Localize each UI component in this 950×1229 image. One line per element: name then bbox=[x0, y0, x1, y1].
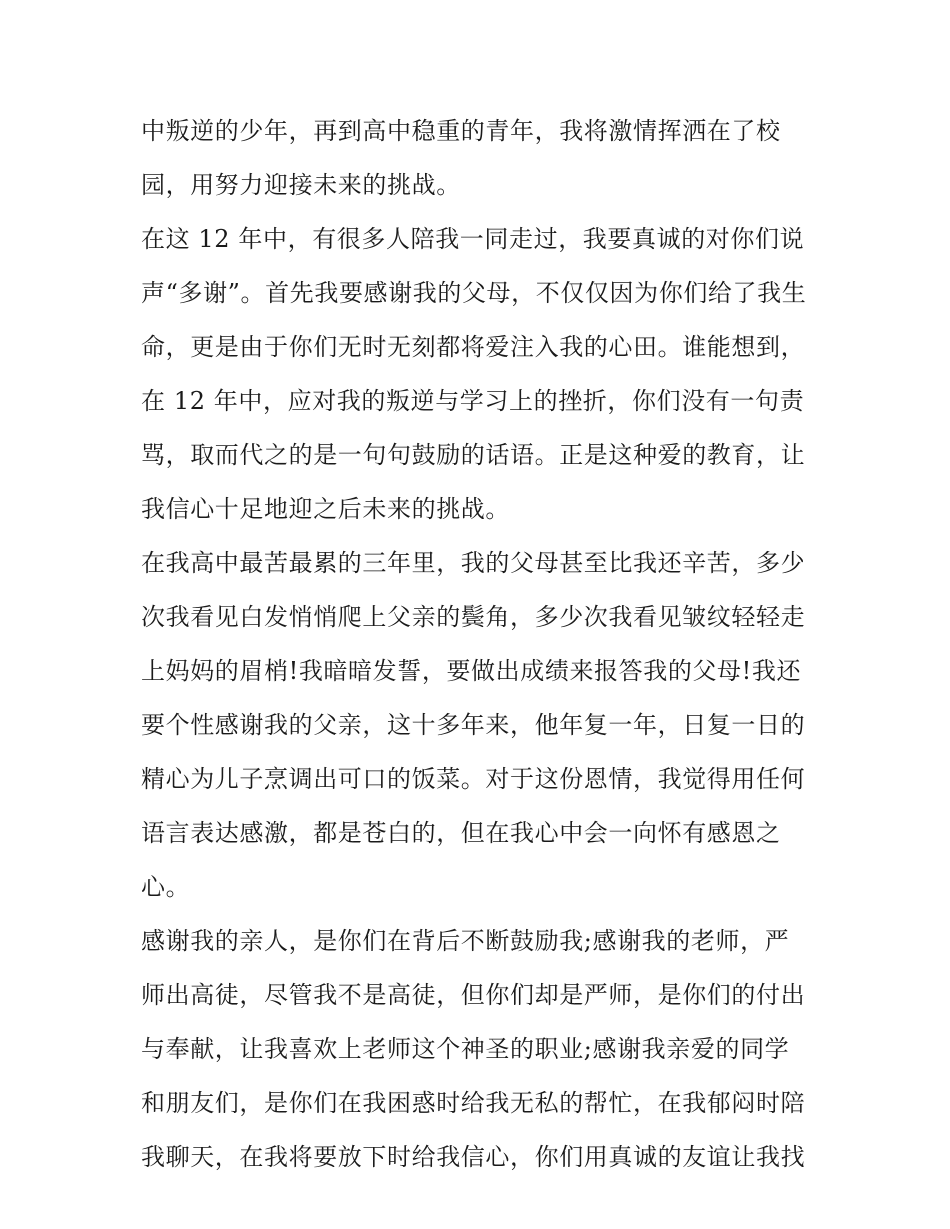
text-line: 精心为儿子烹调出可口的饭菜。对于这份恩情，我觉得用任何 bbox=[141, 765, 806, 793]
text-line: 在我高中最苦最累的三年里，我的父母甚至比我还辛苦，多少 bbox=[141, 549, 806, 577]
text-line: 与奉献，让我喜欢上老师这个神圣的职业;感谢我亲爱的同学 bbox=[141, 1035, 790, 1063]
text-line: 要个性感谢我的父亲，这十多年来，他年复一年，日复一日的 bbox=[141, 711, 806, 739]
text-line: 心。 bbox=[141, 873, 191, 901]
text-line: 命，更是由于你们无时无刻都将爱注入我的心田。谁能想到， bbox=[141, 333, 806, 361]
text-line: 在 12 年中，应对我的叛逆与学习上的挫折，你们没有一句责 bbox=[141, 387, 805, 415]
text-line: 我聊天，在我将要放下时给我信心，你们用真诚的友谊让我找 bbox=[141, 1143, 806, 1171]
text-line: 感谢我的亲人，是你们在背后不断鼓励我;感谢我的老师，严 bbox=[141, 927, 790, 955]
text-line: 语言表达感激，都是苍白的，但在我心中会一向怀有感恩之 bbox=[141, 819, 781, 847]
body-text bbox=[141, 104, 821, 1184]
text-line: 次我看见白发悄悄爬上父亲的鬓角，多少次我看见皱纹轻轻走 bbox=[141, 603, 806, 631]
text-line: 和朋友们，是你们在我困惑时给我无私的帮忙，在我郁闷时陪 bbox=[141, 1089, 806, 1117]
text-line: 声“多谢”。首先我要感谢我的父母，不仅仅因为你们给了我生 bbox=[141, 279, 807, 307]
text-line: 我信心十足地迎之后未来的挑战。 bbox=[141, 495, 510, 523]
text-line: 骂，取而代之的是一句句鼓励的话语。正是这种爱的教育，让 bbox=[141, 441, 806, 469]
text-line: 园，用努力迎接未来的挑战。 bbox=[141, 171, 461, 199]
text-line: 在这 12 年中，有很多人陪我一同走过，我要真诚的对你们说 bbox=[141, 225, 805, 253]
text-line: 中叛逆的少年，再到高中稳重的青年，我将激情挥洒在了校 bbox=[141, 117, 781, 145]
text-line: 上妈妈的眉梢!我暗暗发誓，要做出成绩来报答我的父母!我还 bbox=[141, 657, 802, 685]
text-line: 师出高徒，尽管我不是高徒，但你们却是严师，是你们的付出 bbox=[141, 981, 806, 1009]
